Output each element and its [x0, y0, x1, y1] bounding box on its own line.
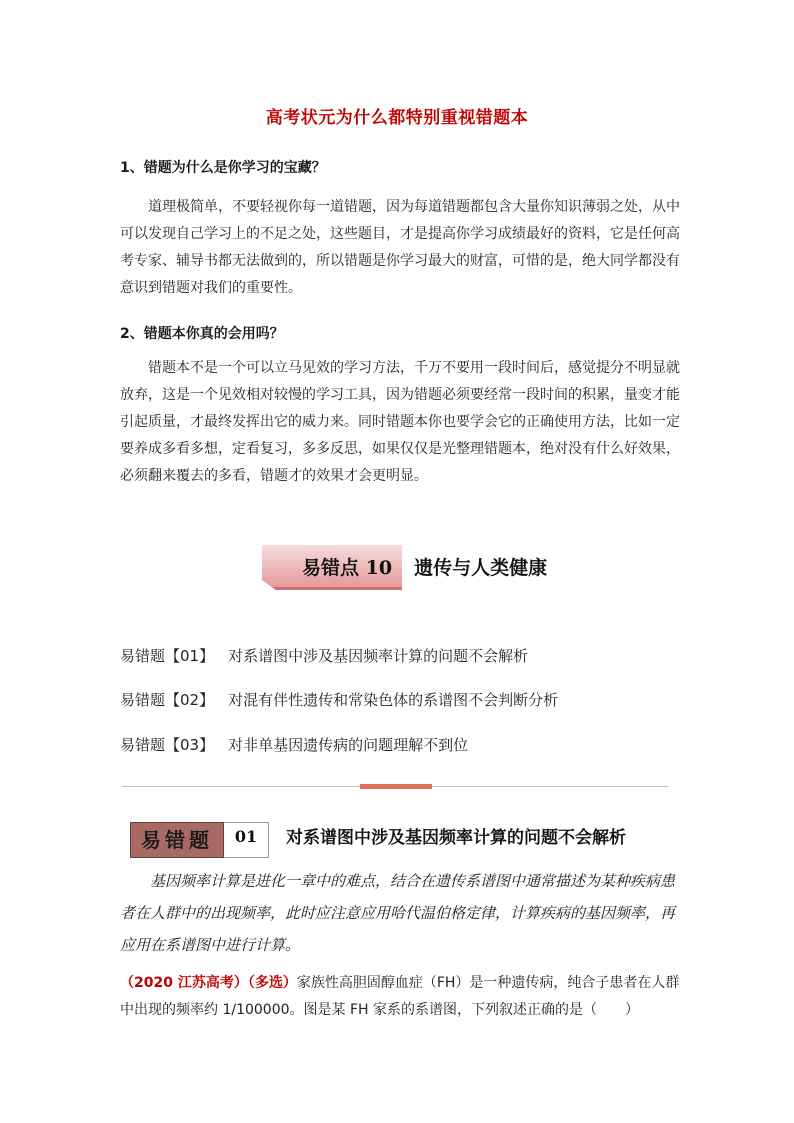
item-text: 对非单基因遗传病的问题理解不到位	[228, 736, 469, 754]
list-item	[120, 689, 558, 710]
item-text: 对混有伴性遗传和常染色体的系谱图不会判断分析	[228, 691, 559, 709]
question-title: 对系谱图中涉及基因频率计算的问题不会解析	[286, 828, 626, 848]
item-code: 易错题【02】	[120, 691, 215, 709]
problem-text	[120, 970, 680, 1024]
item-text: 对系谱图中涉及基因频率计算的问题不会解析	[228, 647, 529, 665]
section1-body: 道理极简单，不要轻视你每一道错题，因为每道错题都包含大量你知识薄弱之处，从中可以发现自己学习上的不足之处，这些题目，才是提高你学习成绩最好的资料，它是任何高考专家、辅导书都无法做到的，所以错题是你学习最大的财富，可惜的是，绝大同学都没有意识到错题对我们的重要性。	[120, 199, 680, 296]
list-item	[120, 734, 468, 755]
question-tag-number: 01	[224, 822, 269, 858]
problem-body: 家族性高胆固醇血症（FH）是一种遗传病，纯合子患者在人群中出现的频率约 1/100000。图是某 FH 家系的系谱图，下列叙述正确的是（ ）	[120, 975, 680, 1018]
section2-body: 错题本不是一个可以立马见效的学习方法，千万不要用一段时间后，感觉提分不明显就放弃，这是一个见效相对较慢的学习工具，因为错题必须要经常一段时间的积累，量变才能引起质量，才最终发挥出它的威力来。同时错题本你也要学会它的正确使用方法，比如一定要养成多看多想，定看复习，多多反思，如果仅仅是光整理错题本，绝对没有什么好效果，必须翻来覆去的多看，错题才的效果才会更明显。	[120, 360, 680, 484]
question-tag	[130, 822, 270, 858]
list-item	[120, 645, 528, 666]
item-code: 易错题【01】	[120, 647, 215, 665]
item-code: 易错题【03】	[120, 736, 215, 754]
question-intro: 基因频率计算是进化一章中的难点，结合在遗传系谱图中通常描述为某种疾病患者在人群中的出现频率，此时应注意应用哈代温伯格定律，计算疾病的基因频率，再应用在系谱图中进行计算。	[120, 872, 676, 954]
topic-banner	[262, 545, 548, 587]
section2-heading: 2、错题本你真的会用吗？	[120, 326, 284, 342]
question-tag-label: 易错题	[130, 822, 224, 858]
banner-topic: 遗传与人类健康	[414, 557, 548, 579]
divider-accent	[360, 784, 432, 789]
banner-label: 易错点 10	[302, 557, 393, 579]
page-title: 高考状元为什么都特别重视错题本	[265, 108, 529, 128]
section1-heading: 1、错题为什么是你学习的宝藏？	[120, 160, 326, 176]
problem-source: （2020 江苏高考）（多选）	[120, 975, 297, 991]
banner-text	[302, 553, 547, 580]
